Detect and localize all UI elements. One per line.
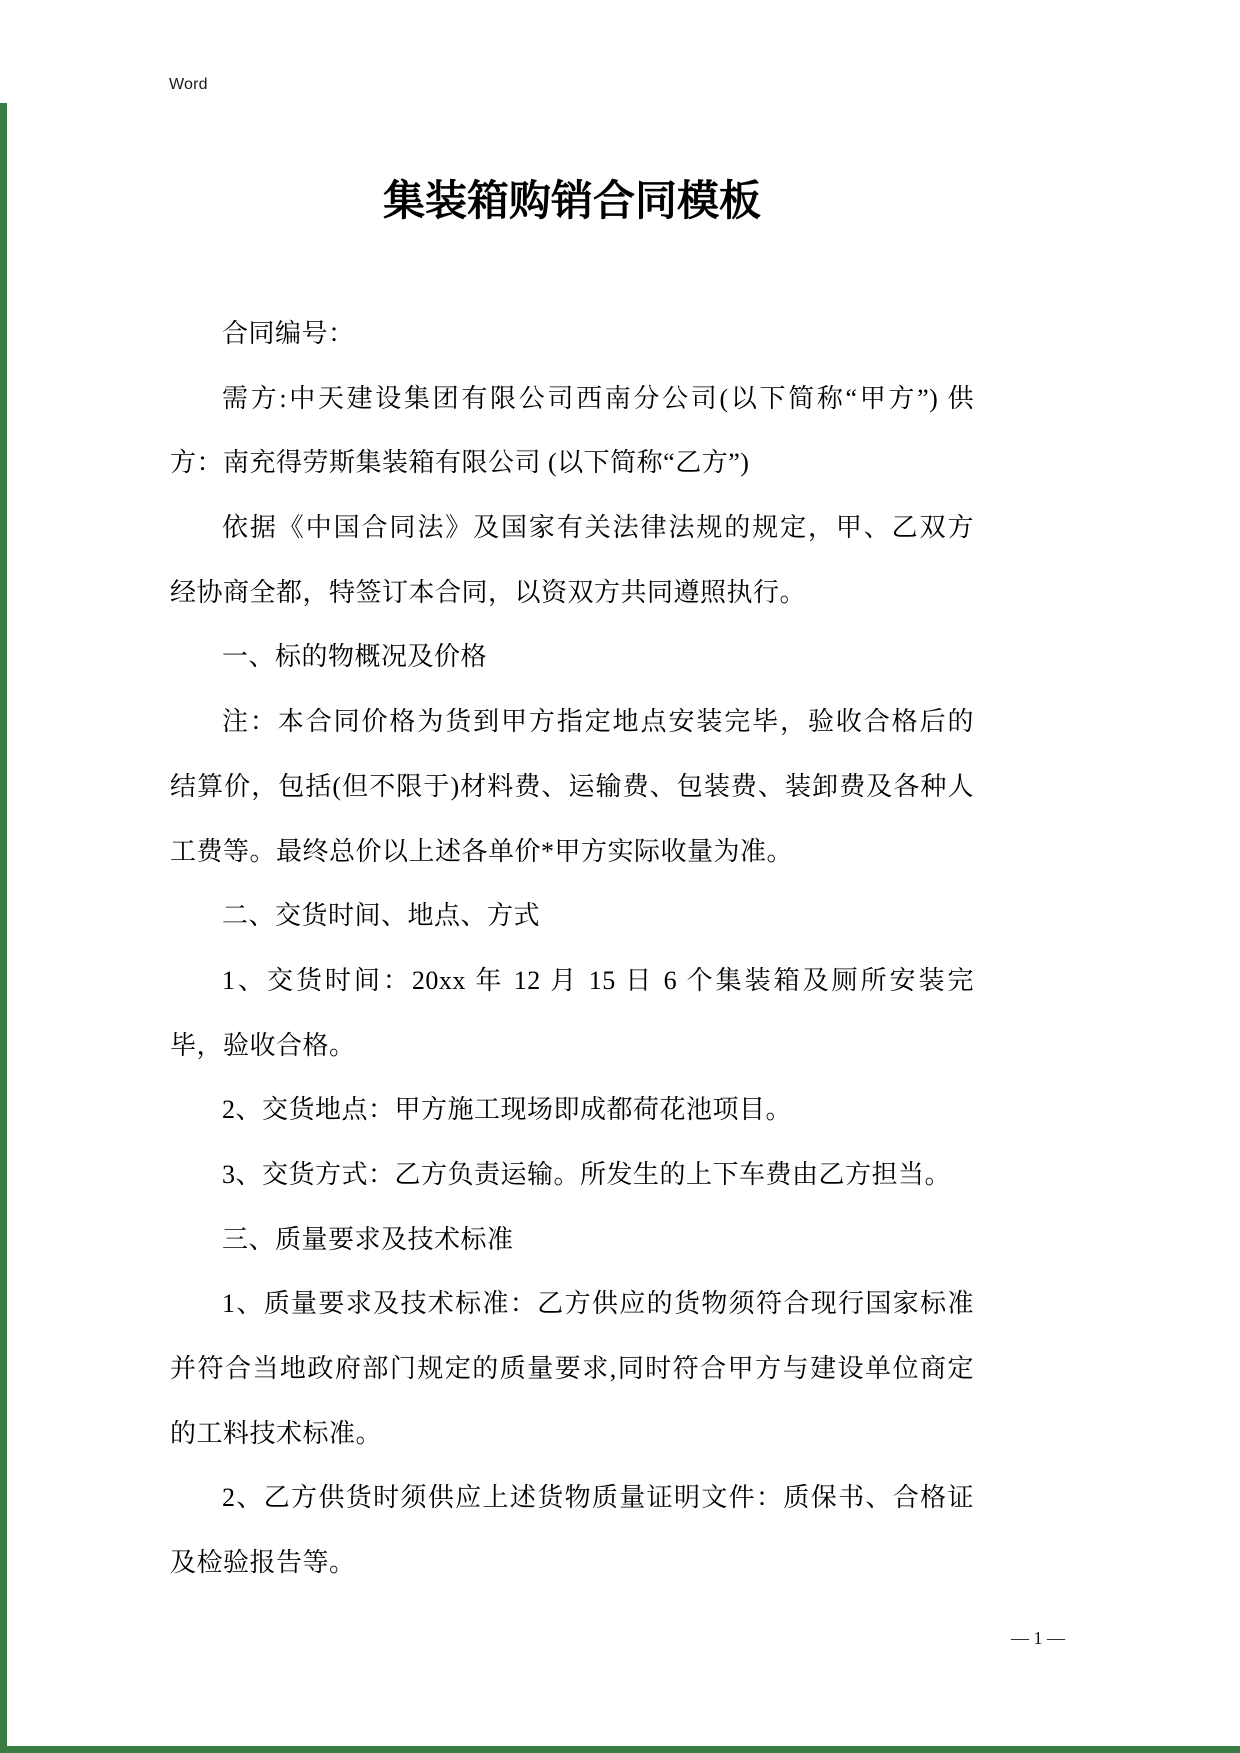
document-line: 经协商全都，特签订本合同，以资双方共同遵照执行。 [170,577,807,607]
page-border-left [0,103,7,1753]
document-line: 工费等。最终总价以上述各单价*甲方实际收量为准。 [170,836,794,866]
document-line: 3、交货方式：乙方负责运输。所发生的上下车费由乙方担当。 [222,1159,952,1189]
document-line: 合同编号： [222,319,355,348]
document-line: 三、质量要求及技术标准 [222,1224,514,1254]
page-number: — 1 — [1011,1628,1065,1648]
page-border-bottom [0,1746,1240,1753]
document-line: 的工料技术标准。 [170,1418,383,1448]
document-title: 集装箱购销合同模板 [382,179,761,225]
document-line: 注：本合同价格为货到甲方指定地点安装完毕，验收合格后的 [222,707,974,737]
document-body [170,302,974,1596]
document-line: 一、标的物概况及价格 [222,642,488,672]
document-line: 1、质量要求及技术标准：乙方供应的货物须符合现行国家标准 [222,1289,974,1319]
document-line: 毕，验收合格。 [170,1030,356,1060]
document-line: 结算价，包括(但不限于)材料费、运输费、包装费、装卸费及各种人 [170,771,974,801]
document-line: 2、交货地点：甲方施工现场即成都荷花池项目。 [222,1095,793,1125]
document-line: 并符合当地政府部门规定的质量要求,同时符合甲方与建设单位商定 [170,1354,974,1383]
document-line: 1、交货时间：20xx 年 12 月 15 日 6 个集装箱及厕所安装完 [222,965,974,995]
word-app-label: Word [169,76,208,93]
document-line: 方：南充得劳斯集装箱有限公司 (以下简称“乙方”) [170,448,750,478]
document-line: 二、交货时间、地点、方式 [222,901,541,931]
document-line: 及检验报告等。 [170,1548,356,1578]
document-line: 依据《中国合同法》及国家有关法律法规的规定，甲、乙双方 [222,513,974,543]
document-line: 需方:中天建设集团有限公司西南分公司(以下简称“甲方”) 供 [222,383,974,413]
document-line: 2、乙方供货时须供应上述货物质量证明文件：质保书、合格证 [222,1483,974,1513]
